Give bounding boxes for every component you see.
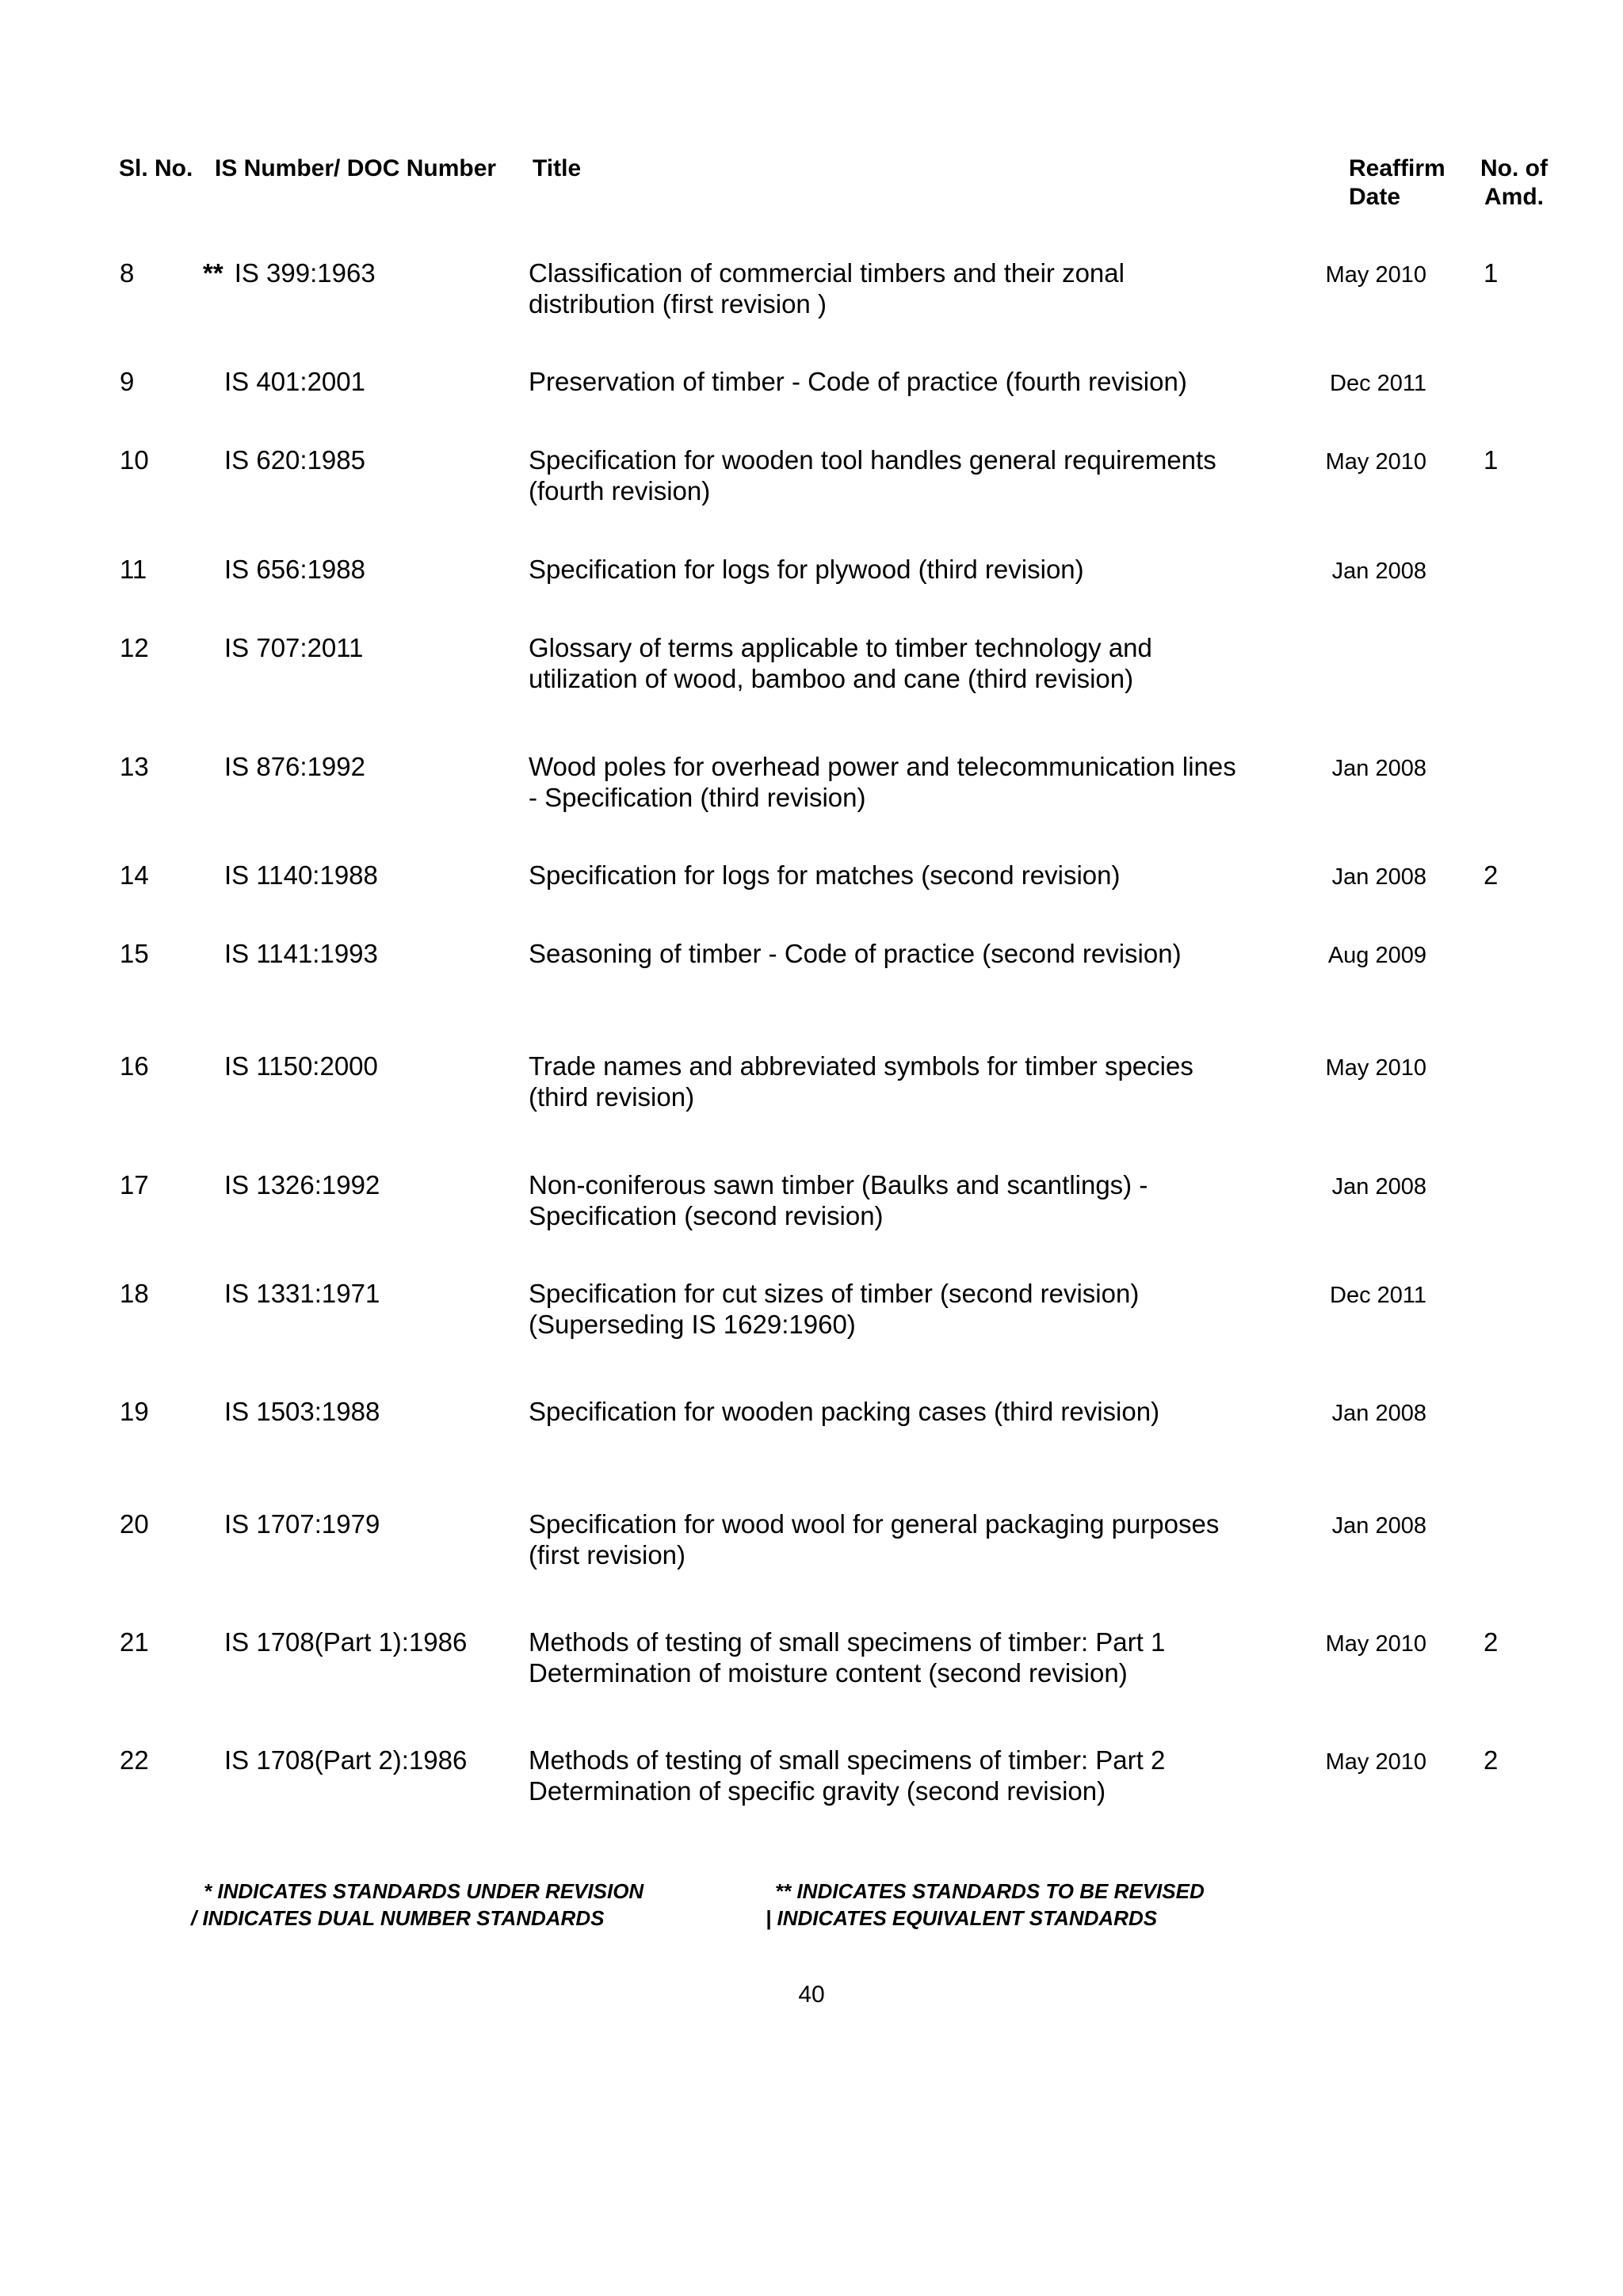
title-line: Wood poles for overhead power and telecommunication lines bbox=[529, 752, 1236, 781]
sl-no-cell: 15 bbox=[120, 939, 149, 968]
title-cell bbox=[529, 444, 1274, 506]
title-line: Specification (second revision) bbox=[529, 1201, 884, 1230]
is-number-cell bbox=[203, 257, 376, 288]
reaffirm-date-cell: Dec 2011 bbox=[1330, 371, 1426, 396]
is-number-text: IS 876:1992 bbox=[224, 752, 365, 781]
is-number-text: IS 1708(Part 1):1986 bbox=[224, 1627, 468, 1657]
legend-dual-number: / INDICATES DUAL NUMBER STANDARDS bbox=[191, 1906, 605, 1930]
title-cell bbox=[529, 1396, 1274, 1427]
is-number-cell bbox=[224, 444, 365, 475]
title-line: Methods of testing of small specimens of timber: Part 2 bbox=[529, 1745, 1166, 1775]
header-is-number: IS Number/ DOC Number bbox=[215, 155, 497, 181]
table-row bbox=[0, 938, 1623, 968]
table-row bbox=[0, 554, 1623, 584]
title-line: Specification for wooden packing cases (third revision) bbox=[529, 1397, 1160, 1426]
amendment-count-cell: 1 bbox=[1484, 258, 1499, 288]
is-number-cell bbox=[224, 632, 364, 663]
title-cell bbox=[529, 257, 1274, 319]
header-amd-line2: Amd. bbox=[1484, 184, 1544, 210]
title-line: Determination of moisture content (second revision) bbox=[529, 1658, 1128, 1688]
table-row bbox=[0, 1396, 1623, 1426]
legend-under-revision: * INDICATES STANDARDS UNDER REVISION bbox=[204, 1879, 644, 1903]
legend-to-be-revised: ** INDICATES STANDARDS TO BE REVISED bbox=[775, 1879, 1205, 1903]
table-row bbox=[0, 444, 1623, 505]
is-number-cell bbox=[224, 1396, 380, 1427]
header-reaffirm-line2: Date bbox=[1349, 184, 1401, 210]
header-sl-no: Sl. No. bbox=[119, 155, 193, 181]
title-line: Methods of testing of small specimens of timber: Part 1 bbox=[529, 1627, 1166, 1657]
reaffirm-date-cell: May 2010 bbox=[1325, 1749, 1426, 1775]
table-row bbox=[0, 1169, 1623, 1230]
title-line: Specification for logs for matches (second revision) bbox=[529, 860, 1121, 890]
title-line: Preservation of timber - Code of practice (fourth revision) bbox=[529, 367, 1187, 396]
title-line: (third revision) bbox=[529, 1082, 695, 1112]
title-cell bbox=[529, 1051, 1274, 1112]
header-no-of-amd bbox=[1480, 154, 1548, 212]
table-row bbox=[0, 366, 1623, 396]
reaffirm-date-cell: Aug 2009 bbox=[1327, 943, 1426, 968]
is-number-text: IS 1708(Part 2):1986 bbox=[224, 1745, 468, 1775]
title-line: (fourth revision) bbox=[529, 476, 711, 505]
reaffirm-date-cell: Jan 2008 bbox=[1331, 559, 1426, 584]
title-line: (Superseding IS 1629:1960) bbox=[529, 1310, 856, 1339]
sl-no-cell: 22 bbox=[120, 1745, 149, 1775]
is-number-text: IS 1503:1988 bbox=[224, 1397, 380, 1426]
title-cell bbox=[529, 860, 1274, 891]
revision-marker: ** bbox=[203, 258, 223, 288]
title-cell bbox=[529, 1169, 1274, 1231]
is-number-text: IS 1326:1992 bbox=[224, 1170, 380, 1199]
is-number-cell bbox=[224, 554, 365, 585]
title-cell bbox=[529, 1508, 1274, 1570]
title-cell bbox=[529, 938, 1274, 969]
sl-no-cell: 18 bbox=[120, 1279, 149, 1308]
sl-no-cell: 13 bbox=[120, 752, 149, 781]
table-row bbox=[0, 632, 1623, 693]
is-number-cell bbox=[224, 366, 365, 397]
is-number-text: IS 401:2001 bbox=[224, 367, 365, 396]
amendment-count-cell: 2 bbox=[1484, 1745, 1499, 1775]
sl-no-cell: 9 bbox=[120, 367, 135, 396]
title-line: Specification for wood wool for general packaging purposes bbox=[529, 1509, 1220, 1539]
header-reaffirm-date bbox=[1349, 154, 1445, 212]
reaffirm-date-cell: Jan 2008 bbox=[1331, 864, 1426, 890]
title-line: Trade names and abbreviated symbols for timber species bbox=[529, 1051, 1193, 1081]
title-line: (first revision) bbox=[529, 1540, 686, 1569]
sl-no-cell: 8 bbox=[120, 258, 135, 288]
reaffirm-date-cell: May 2010 bbox=[1325, 449, 1426, 475]
table-row bbox=[0, 1508, 1623, 1569]
is-number-text: IS 1707:1979 bbox=[224, 1509, 380, 1539]
title-line: Specification for logs for plywood (third revision) bbox=[529, 555, 1084, 584]
sl-no-cell: 20 bbox=[120, 1509, 149, 1539]
is-number-text: IS 620:1985 bbox=[224, 445, 365, 475]
reaffirm-date-cell: Jan 2008 bbox=[1331, 756, 1426, 781]
table-row bbox=[0, 751, 1623, 812]
title-line: Specification for cut sizes of timber (second revision) bbox=[529, 1279, 1140, 1308]
reaffirm-date-cell: Jan 2008 bbox=[1331, 1401, 1426, 1426]
title-line: utilization of wood, bamboo and cane (third revision) bbox=[529, 664, 1134, 693]
reaffirm-date-cell: May 2010 bbox=[1325, 262, 1426, 288]
is-number-text: IS 1150:2000 bbox=[224, 1051, 378, 1081]
sl-no-cell: 16 bbox=[120, 1051, 149, 1081]
reaffirm-date-cell: May 2010 bbox=[1325, 1055, 1426, 1081]
is-number-cell bbox=[224, 938, 378, 969]
is-number-cell bbox=[224, 1508, 380, 1539]
title-cell bbox=[529, 1627, 1274, 1688]
sl-no-cell: 11 bbox=[120, 555, 147, 584]
sl-no-cell: 17 bbox=[120, 1170, 149, 1199]
legend-equivalent: | INDICATES EQUIVALENT STANDARDS bbox=[766, 1906, 1158, 1930]
header-title: Title bbox=[533, 155, 582, 181]
title-line: - Specification (third revision) bbox=[529, 783, 866, 812]
reaffirm-date-cell: Jan 2008 bbox=[1331, 1513, 1426, 1539]
is-number-cell bbox=[224, 1627, 467, 1657]
sl-no-cell: 21 bbox=[120, 1627, 149, 1657]
is-number-text: IS 656:1988 bbox=[224, 555, 365, 584]
title-cell bbox=[529, 554, 1274, 585]
is-number-text: IS 1140:1988 bbox=[224, 860, 378, 890]
amendment-count-cell: 2 bbox=[1484, 1627, 1499, 1657]
header-reaffirm-line1: Reaffirm bbox=[1349, 155, 1445, 181]
title-cell bbox=[529, 1745, 1274, 1806]
is-number-cell bbox=[224, 751, 365, 782]
title-line: Classification of commercial timbers and their zonal bbox=[529, 258, 1125, 288]
title-line: Seasoning of timber - Code of practice (second revision) bbox=[529, 939, 1182, 968]
reaffirm-date-cell: Dec 2011 bbox=[1330, 1283, 1426, 1308]
title-cell bbox=[529, 366, 1274, 397]
reaffirm-date-cell: May 2010 bbox=[1325, 1631, 1426, 1657]
is-number-cell bbox=[224, 1278, 380, 1309]
reaffirm-date-cell: Jan 2008 bbox=[1331, 1174, 1426, 1199]
is-number-text: IS 399:1963 bbox=[234, 258, 376, 288]
amendment-count-cell: 2 bbox=[1484, 860, 1499, 890]
sl-no-cell: 19 bbox=[120, 1397, 149, 1426]
page-number: 40 bbox=[798, 1981, 825, 2008]
title-line: distribution (first revision ) bbox=[529, 289, 827, 318]
is-number-cell bbox=[224, 1745, 467, 1775]
title-cell bbox=[529, 632, 1274, 694]
title-cell bbox=[529, 1278, 1274, 1340]
is-number-text: IS 1331:1971 bbox=[224, 1279, 380, 1308]
title-line: Determination of specific gravity (second revision) bbox=[529, 1776, 1106, 1806]
table-row bbox=[0, 1278, 1623, 1339]
is-number-cell bbox=[224, 1051, 378, 1081]
amendment-count-cell: 1 bbox=[1484, 445, 1499, 475]
sl-no-cell: 14 bbox=[120, 860, 149, 890]
header-amd-line1: No. of bbox=[1480, 155, 1548, 181]
sl-no-cell: 10 bbox=[120, 445, 149, 475]
is-number-cell bbox=[224, 1169, 380, 1200]
sl-no-cell: 12 bbox=[120, 633, 149, 662]
table-row bbox=[0, 257, 1623, 318]
is-number-cell bbox=[224, 860, 378, 891]
title-line: Glossary of terms applicable to timber technology and bbox=[529, 633, 1152, 662]
title-line: Specification for wooden tool handles general requirements bbox=[529, 445, 1216, 475]
title-line: Non-coniferous sawn timber (Baulks and scantlings) - bbox=[529, 1170, 1148, 1199]
title-cell bbox=[529, 751, 1274, 813]
is-number-text: IS 1141:1993 bbox=[224, 939, 378, 968]
is-number-text: IS 707:2011 bbox=[224, 633, 364, 662]
